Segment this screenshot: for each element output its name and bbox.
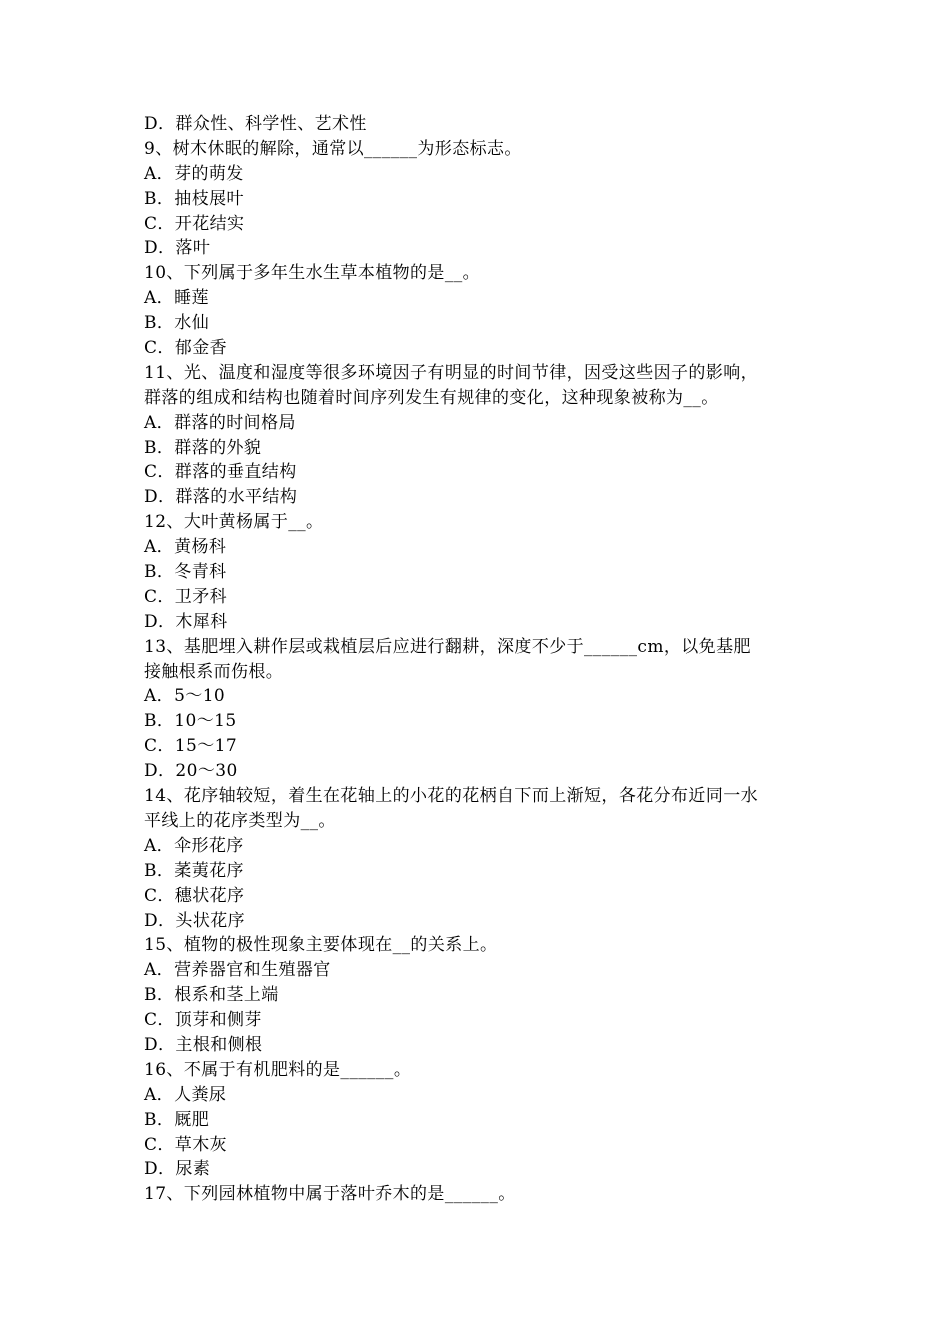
- question-16: 16、不属于有机肥料的是______。: [144, 1059, 412, 1080]
- option-line: C．顶芽和侧芽: [144, 1010, 262, 1031]
- question-11-continued: 群落的组成和结构也随着时间序列发生有规律的变化，这种现象被称为__。: [144, 387, 719, 408]
- option-line: D．群落的水平结构: [144, 487, 298, 508]
- option-line: A．芽的萌发: [144, 163, 244, 184]
- option-line: C．卫矛科: [144, 586, 228, 607]
- question-12: 12、大叶黄杨属于__。: [144, 512, 324, 533]
- question-10: 10、下列属于多年生水生草本植物的是__。: [144, 263, 481, 284]
- option-line: D．20～30: [144, 761, 238, 782]
- question-11: 11、光、温度和湿度等很多环境因子有明显的时间节律，因受这些因子的影响，: [144, 362, 759, 383]
- option-line: A．群落的时间格局: [144, 412, 296, 433]
- option-line: C．开花结实: [144, 213, 245, 234]
- option-line: B．群落的外貌: [144, 437, 262, 458]
- option-line: C．草木灰: [144, 1134, 228, 1155]
- question-14-continued: 平线上的花序类型为__。: [144, 810, 336, 831]
- option-line: B．抽枝展叶: [144, 188, 244, 209]
- option-line: A．黄杨科: [144, 537, 227, 558]
- option-line: A．人粪尿: [144, 1084, 227, 1105]
- document-page: [144, 112, 814, 1207]
- option-line: C．郁金香: [144, 338, 228, 359]
- option-line: B．根系和茎上端: [144, 985, 279, 1006]
- option-line: C．群落的垂直结构: [144, 462, 297, 483]
- option-line: A．睡莲: [144, 288, 209, 309]
- option-line: B．葇荑花序: [144, 860, 244, 881]
- option-line: B．水仙: [144, 313, 210, 334]
- question-13-continued: 接触根系而伤根。: [144, 661, 284, 682]
- option-line: B．厩肥: [144, 1109, 210, 1130]
- option-line: D．头状花序: [144, 910, 246, 931]
- option-line: A．5～10: [144, 686, 226, 707]
- option-line: D．木犀科: [144, 611, 228, 632]
- option-line: B．10～15: [144, 711, 237, 732]
- option-line: A．营养器官和生殖器官: [144, 960, 331, 981]
- text-line: D．群众性、科学性、艺术性: [144, 114, 367, 134]
- option-line: A．伞形花序: [144, 835, 244, 856]
- option-line: C．穗状花序: [144, 885, 245, 906]
- question-14: 14、花序轴较短，着生在花轴上的小花的花柄自下而上渐短，各花分布近同一水: [144, 786, 759, 807]
- option-line: B．冬青科: [144, 562, 227, 583]
- question-13: 13、基肥埋入耕作层或栽植层后应进行翻耕，深度不少于______cm，以免基肥: [144, 636, 751, 657]
- option-line: D．落叶: [144, 238, 211, 259]
- option-line: C．15～17: [144, 736, 238, 757]
- question-9: 9、树木休眠的解除，通常以______为形态标志。: [144, 138, 522, 159]
- question-17: 17、下列园林植物中属于落叶乔木的是______。: [144, 1184, 516, 1205]
- option-line: D．主根和侧根: [144, 1034, 263, 1055]
- option-line: D．尿素: [144, 1159, 211, 1180]
- question-15: 15、植物的极性现象主要体现在__的关系上。: [144, 935, 498, 956]
